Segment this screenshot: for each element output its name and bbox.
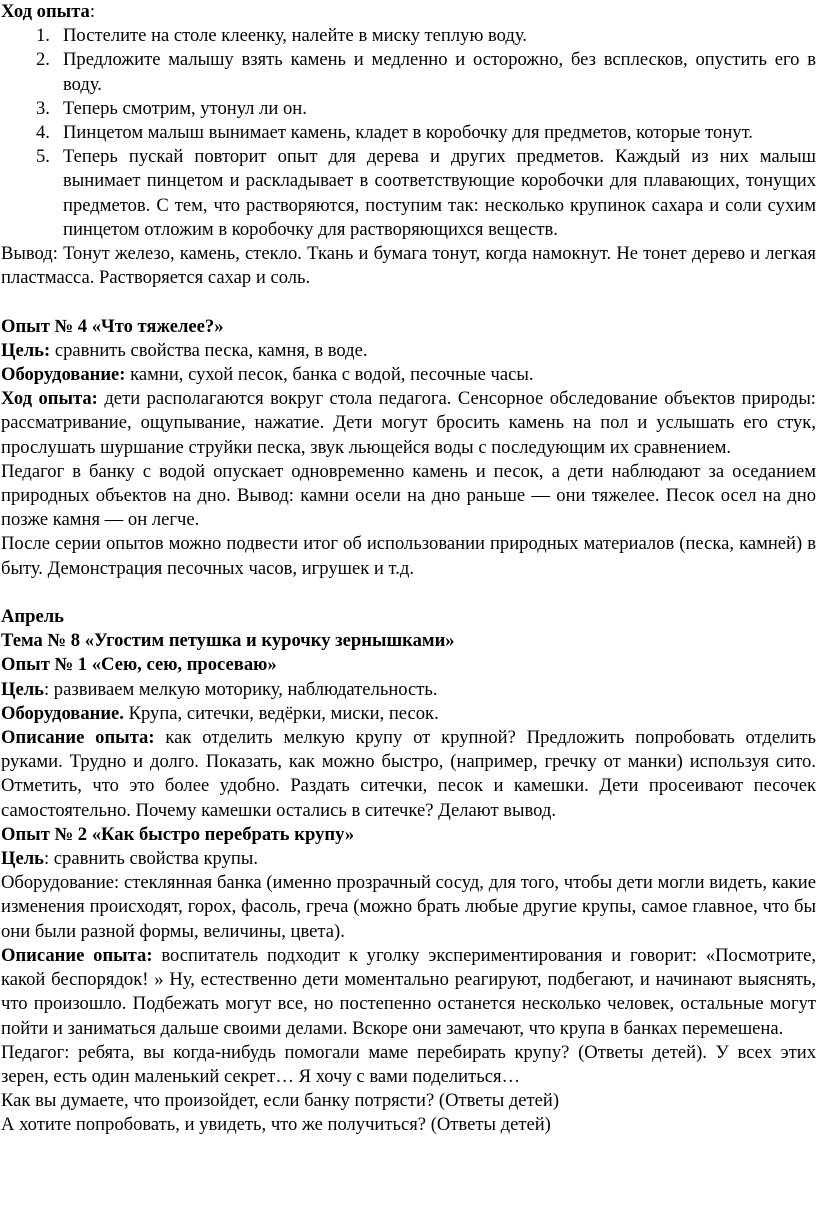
experiment-4-paragraph-2: Педагог в банку с водой опускает одновременно камень и песок, а дети наблюдают за оседанием природных объектов на дно. Вывод: камни осели на дно раньше — они тяжелее. Песок осел на дно позже камня — он легче. [1, 460, 816, 531]
experiment-4-goal: Цель: сравнить свойства песка, камня, в воде. [1, 339, 368, 361]
blank-line [1, 290, 816, 314]
section-heading-procedure: Ход опыта: [1, 1, 96, 22]
experiment-2-title: Опыт № 2 «Как быстро перебрать крупу» [1, 823, 355, 845]
experiment-4-title: Опыт № 4 «Что тяжелее?» [1, 315, 224, 337]
experiment-1-goal: Цель: развиваем мелкую моторику, наблюдательность. [1, 678, 438, 700]
experiment-4-procedure: Ход опыта: дети располагаются вокруг стола педагога. Сенсорное обследование объектов природы: рассматривание, ощупывание, нажатие. Дети могут бросить камень на пол и услышать его стук, прослушать шуршание струйки песка, звук льющейся воды с последующим их сравнением. [1, 388, 816, 458]
list-item: 1. Постелите на столе клеенку, налейте в миску теплую воду. [36, 25, 527, 47]
experiment-1-title: Опыт № 1 «Сею, сею, просеваю» [1, 654, 277, 676]
experiment-2-question-1: Как вы думаете, что произойдет, если банку потрясти? (Ответы детей) [1, 1090, 560, 1112]
heading-label: Ход опыта [1, 1, 90, 22]
blank-line [1, 581, 816, 605]
experiment-2-equipment: Оборудование: стеклянная банка (именно прозрачный сосуд, для того, чтобы дети могли видеть, какие изменения происходят, горох, фасоль, греча (можно брать любые другие крупы, самое главное, что бы они были разной формы, величины, цвета). [1, 872, 816, 942]
month-heading: Апрель [1, 606, 64, 628]
experiment-4-equipment: Оборудование: камни, сухой песок, банка с водой, песочные часы. [1, 364, 534, 386]
conclusion-paragraph: Вывод: Тонут железо, камень, стекло. Ткань и бумага тонут, когда намокнут. Не тонет дерево и легкая пластмасса. Растворяется сахар и соль. [1, 243, 816, 289]
list-item: 4. Пинцетом малыш вынимает камень, кладет в коробочку для предметов, которые тонут. [36, 122, 753, 144]
experiment-1-equipment: Оборудование. Крупа, ситечки, ведёрки, миски, песок. [1, 702, 439, 724]
list-item: 3. Теперь смотрим, утонул ли он. [36, 97, 307, 119]
list-item: 5. Теперь пускай повторит опыт для дерева и других предметов. Каждый из них малыш вынимает пинцетом и раскладывает в соответствующие коробочки для плавающих, тонущих предметов. С тем, что растворяются, поступим так: несколько крупинок сахара и соли сухим пинцетом отложим в коробочку для растворяющихся веществ. [36, 146, 816, 240]
procedure-steps-list [1, 24, 816, 242]
list-item: 2. Предложите малышу взять камень и медленно и осторожно, без всплесков, опустить его в воду. [36, 49, 816, 95]
experiment-2-question-2: А хотите попробовать, и увидеть, что же получиться? (Ответы детей) [1, 1114, 551, 1136]
experiment-2-goal: Цель: сравнить свойства крупы. [1, 848, 258, 870]
experiment-1-description: Описание опыта: как отделить мелкую крупу от крупной? Предложить попробовать отделить руками. Трудно и долго. Показать, как можно быстро, (например, гречку от манки) используя сито. Отметить, что это более удобно. Раздать ситечки, песок и камешки. Дети просеивают песочек самостоятельно. Почему камешки остались в ситечке? Делают вывод. [1, 727, 816, 821]
experiment-4-paragraph-3: После серии опытов можно подвести итог об использовании природных материалов (песка, камней) в быту. Демонстрация песочных часов, игрушек и т.д. [1, 533, 816, 579]
experiment-2-teacher-speech: Педагог: ребята, вы когда-нибудь помогали маме перебирать крупу? (Ответы детей). У всех этих зерен, есть один маленький секрет… Я хочу с вами поделиться… [1, 1041, 816, 1087]
experiment-2-description: Описание опыта: воспитатель подходит к уголку экспериментирования и говорит: «Посмотрите, какой беспорядок! » Ну, естественно дети моментально реагируют, подбегают, и начинают выяснять, что произошло. Подбежать могут все, но постепенно останется несколько человек, остальные могут пойти и заниматься дальше своими делами. Вскоре они замечают, что крупа в банках перемешена. [1, 944, 816, 1039]
theme-heading: Тема № 8 «Угостим петушка и курочку зернышками» [1, 630, 455, 652]
